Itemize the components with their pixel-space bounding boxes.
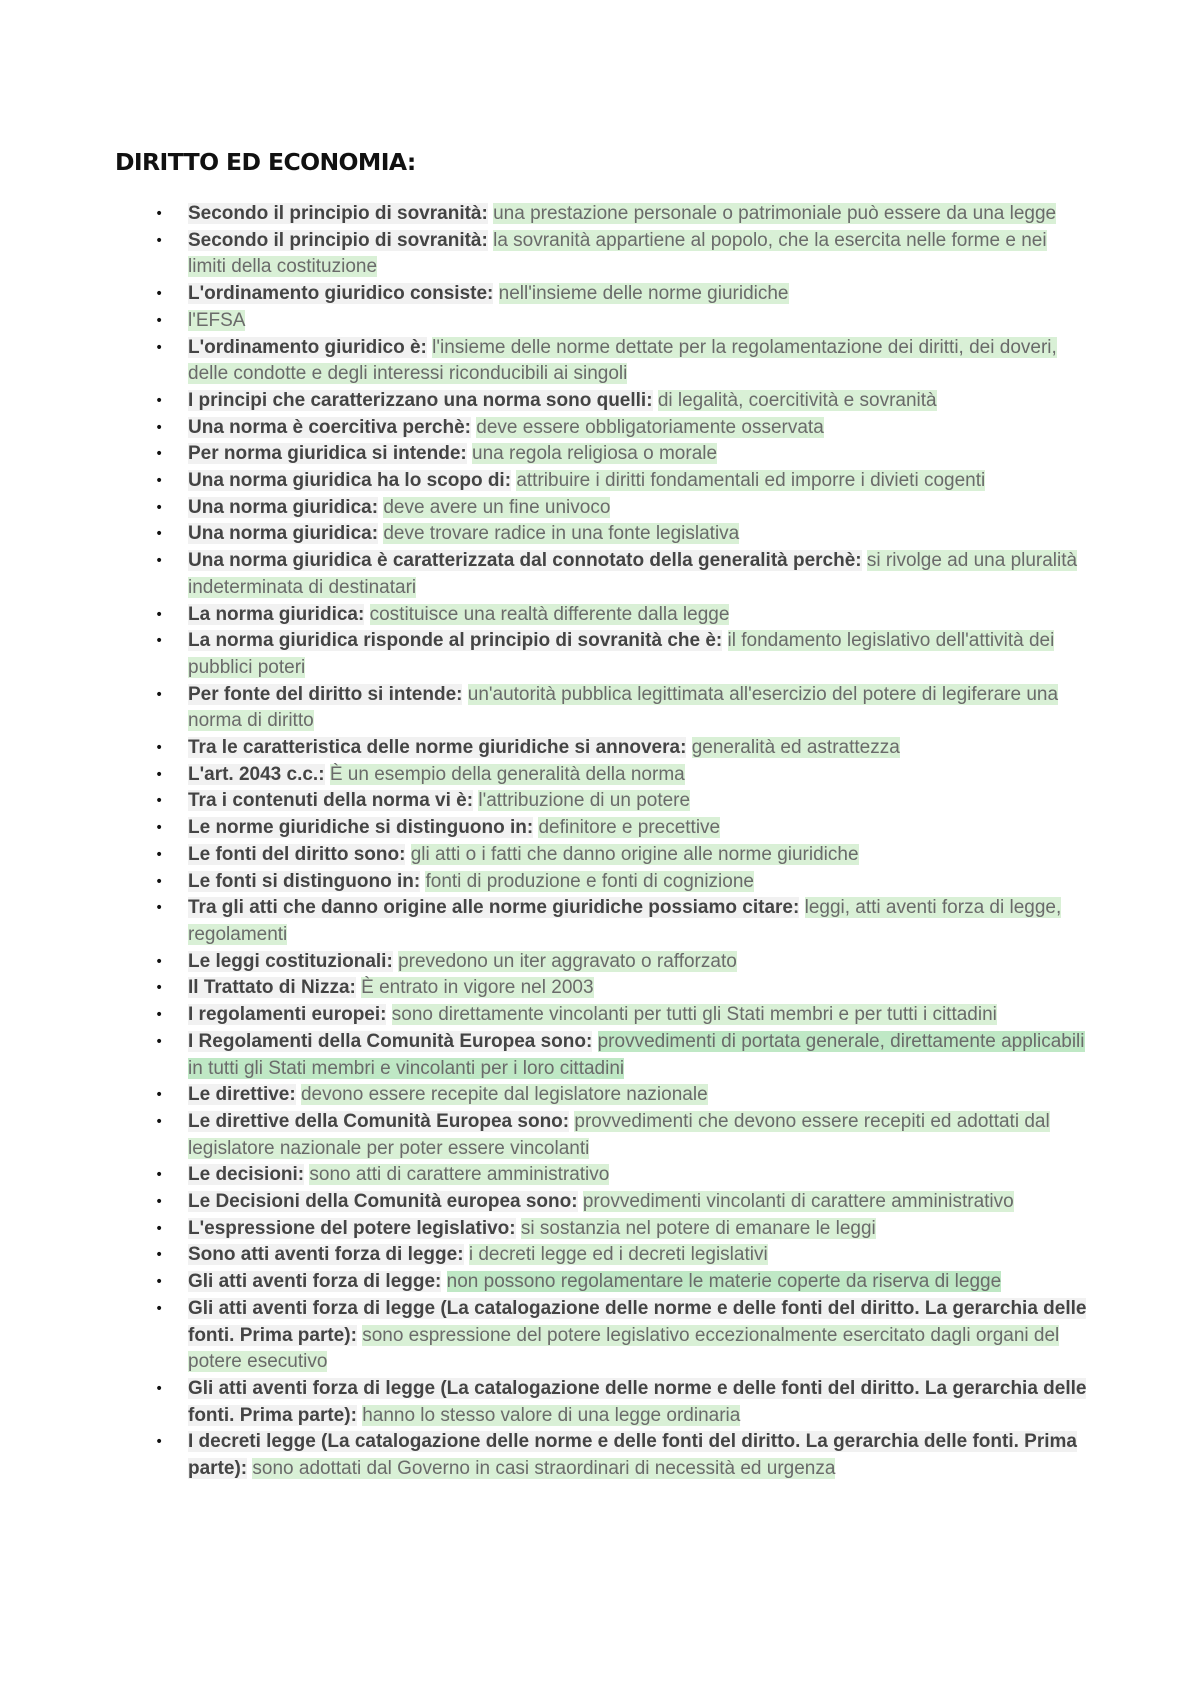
list-item xyxy=(155,682,1088,735)
question-text: Le fonti del diritto sono: xyxy=(188,843,406,865)
list-item xyxy=(155,842,1088,869)
answer-highlight: provvedimenti che devono essere recepiti ed adottati dal legislatore nazionale per poter essere vincolanti xyxy=(188,1110,1050,1159)
question-text: Gli atti aventi forza di legge (La catalogazione delle norme e delle fonti del diritto. La gerarchia delle fonti. Prima parte): xyxy=(188,1377,1087,1426)
answer-highlight: deve avere un fine univoco xyxy=(383,496,611,518)
list-item xyxy=(155,308,1088,335)
list-item xyxy=(155,735,1088,762)
bullet-icon: • xyxy=(155,553,164,570)
list-item xyxy=(155,1269,1088,1296)
bullet-icon: • xyxy=(155,339,164,356)
bullet-icon: • xyxy=(155,419,164,436)
bullet-icon: • xyxy=(155,820,164,837)
answer-highlight: leggi, atti aventi forza di legge, regolamenti xyxy=(188,897,1062,945)
list-item xyxy=(155,281,1088,308)
question-text: Secondo il principio di sovranità: xyxy=(188,229,488,251)
list-item xyxy=(155,762,1088,789)
question-text: Le leggi costituzionali: xyxy=(188,950,393,972)
list-item xyxy=(155,602,1088,629)
question-text: Tra gli atti che danno origine alle norme giuridiche possiamo citare: xyxy=(188,897,800,919)
bullet-icon: • xyxy=(155,686,164,703)
question-text: Gli atti aventi forza di legge: xyxy=(188,1271,442,1293)
answer-highlight: generalità ed astrattezza xyxy=(691,737,900,759)
bullet-icon: • xyxy=(155,1247,164,1264)
list-item xyxy=(155,1002,1088,1029)
question-text: La norma giuridica: xyxy=(188,603,365,625)
answer-highlight: nell'insieme delle norme giuridiche xyxy=(498,283,789,305)
answer-highlight: sono adottati dal Governo in casi straordinari di necessità ed urgenza xyxy=(252,1458,836,1480)
question-text: L'espressione del potere legislativo: xyxy=(188,1217,516,1239)
bullet-icon: • xyxy=(155,499,164,516)
answer-highlight: non possono regolamentare le materie coperte da riserva di legge xyxy=(446,1271,1002,1293)
answer-highlight: hanno lo stesso valore di una legge ordinaria xyxy=(362,1404,741,1426)
list-item xyxy=(155,1242,1088,1269)
bullet-icon: • xyxy=(155,1380,164,1397)
answer-highlight: sono espressione del potere legislativo eccezionalmente esercitato dagli organi del potere esecutivo xyxy=(188,1324,1060,1373)
bullet-icon: • xyxy=(155,740,164,757)
bullet-icon: • xyxy=(155,1033,164,1050)
list-item xyxy=(155,1162,1088,1189)
bullet-icon: • xyxy=(155,232,164,249)
question-text: Una norma giuridica è caratterizzata dal connotato della generalità perchè: xyxy=(188,550,862,572)
question-text: I principi che caratterizzano una norma sono quelli: xyxy=(188,389,653,411)
question-text: L'ordinamento giuridico consiste: xyxy=(188,283,494,305)
list-item xyxy=(155,388,1088,415)
bullet-icon: • xyxy=(155,1113,164,1130)
list-item xyxy=(155,441,1088,468)
answer-highlight: un'autorità pubblica legittimata all'esercizio del potere di legiferare una norma di diritto xyxy=(188,683,1059,732)
bullet-icon: • xyxy=(155,900,164,917)
question-text: L'ordinamento giuridico è: xyxy=(188,336,427,358)
answer-highlight: costituisce una realtà differente dalla legge xyxy=(369,603,730,625)
list-item xyxy=(155,1082,1088,1109)
list-item xyxy=(155,1376,1088,1429)
bullet-icon: • xyxy=(155,873,164,890)
list-item xyxy=(155,1109,1088,1162)
question-text: Le fonti si distinguono in: xyxy=(188,870,421,892)
bullet-icon: • xyxy=(155,446,164,463)
list-item xyxy=(155,949,1088,976)
question-text: Le norme giuridiche si distinguono in: xyxy=(188,817,534,839)
question-text: Le decisioni: xyxy=(188,1164,305,1186)
qa-bullet-list xyxy=(155,201,1088,1483)
question-text: I regolamenti europei: xyxy=(188,1004,387,1026)
bullet-icon: • xyxy=(155,633,164,650)
bullet-icon: • xyxy=(155,793,164,810)
bullet-icon: • xyxy=(155,1434,164,1451)
bullet-icon: • xyxy=(155,980,164,997)
bullet-icon: • xyxy=(155,1087,164,1104)
answer-highlight: l'EFSA xyxy=(188,309,246,331)
list-item xyxy=(155,468,1088,495)
answer-highlight: fonti di produzione e fonti di cognizione xyxy=(425,870,754,892)
bullet-icon: • xyxy=(155,206,164,222)
list-item xyxy=(155,1189,1088,1216)
question-text: Le Decisioni della Comunità europea sono: xyxy=(188,1191,578,1213)
question-text: I Regolamenti della Comunità Europea sono: xyxy=(188,1030,593,1052)
bullet-icon: • xyxy=(155,1274,164,1291)
list-item xyxy=(155,869,1088,896)
question-text: Sono atti aventi forza di legge: xyxy=(188,1244,464,1266)
answer-highlight: definitore e precettive xyxy=(538,817,721,839)
answer-highlight: di legalità, coercitività e sovranità xyxy=(657,389,937,411)
list-item xyxy=(155,201,1088,228)
bullet-icon: • xyxy=(155,1220,164,1237)
bullet-icon: • xyxy=(155,1167,164,1184)
answer-highlight: deve essere obbligatoriamente osservata xyxy=(476,416,824,438)
list-item xyxy=(155,1216,1088,1243)
bullet-icon: • xyxy=(155,286,164,303)
list-item xyxy=(155,495,1088,522)
answer-highlight: i decreti legge ed i decreti legislativi xyxy=(468,1244,768,1266)
answer-highlight: l'insieme delle norme dettate per la regolamentazione dei diritti, dei doveri, delle condotte e degli interessi riconducibili ai singoli xyxy=(188,336,1057,385)
answer-highlight: si sostanzia nel potere di emanare le leggi xyxy=(520,1217,876,1239)
list-item xyxy=(155,975,1088,1002)
question-text: La norma giuridica risponde al principio di sovranità che è: xyxy=(188,630,723,652)
question-text: Tra le caratteristica delle norme giuridiche si annovera: xyxy=(188,737,687,759)
list-item xyxy=(155,788,1088,815)
list-item xyxy=(155,1029,1088,1082)
list-item xyxy=(155,548,1088,601)
bullet-icon: • xyxy=(155,526,164,543)
question-text: Per norma giuridica si intende: xyxy=(188,443,467,465)
bullet-icon: • xyxy=(155,953,164,970)
question-text: I decreti legge (La catalogazione delle norme e delle fonti del diritto. La gerarchia delle fonti. Prima parte): xyxy=(188,1431,1077,1480)
list-item xyxy=(155,1429,1088,1482)
bullet-icon: • xyxy=(155,392,164,409)
question-text: Le direttive: xyxy=(188,1084,296,1106)
question-text: Una norma giuridica: xyxy=(188,523,379,545)
bullet-icon: • xyxy=(155,473,164,490)
answer-highlight: sono direttamente vincolanti per tutti gli Stati membri e per tutti i cittadini xyxy=(391,1004,997,1026)
answer-highlight: una regola religiosa o morale xyxy=(472,443,718,465)
answer-highlight: si rivolge ad una pluralità indeterminata di destinatari xyxy=(188,550,1078,598)
answer-highlight: devono essere recepite dal legislatore nazionale xyxy=(300,1084,708,1106)
bullet-icon: • xyxy=(155,1007,164,1024)
bullet-icon: • xyxy=(155,606,164,623)
answer-highlight: deve trovare radice in una fonte legislativa xyxy=(383,523,740,545)
list-item xyxy=(155,895,1088,948)
bullet-icon: • xyxy=(155,766,164,783)
question-text: Per fonte del diritto si intende: xyxy=(188,683,463,705)
answer-highlight: provvedimenti di portata generale, direttamente applicabili in tutti gli Stati membri e vincolanti per i loro cittadini xyxy=(188,1030,1085,1079)
answer-highlight: una prestazione personale o patrimoniale può essere da una legge xyxy=(493,203,1057,224)
bullet-icon: • xyxy=(155,312,164,329)
answer-highlight: gli atti o i fatti che danno origine alle norme giuridiche xyxy=(410,843,859,865)
question-text: Le direttive della Comunità Europea sono: xyxy=(188,1110,570,1132)
list-item xyxy=(155,628,1088,681)
answer-highlight: attribuire i diritti fondamentali ed imporre i divieti cogenti xyxy=(516,470,986,492)
list-item xyxy=(155,415,1088,442)
question-text: Gli atti aventi forza di legge (La catalogazione delle norme e delle fonti del diritto. La gerarchia delle fonti. Prima parte): xyxy=(188,1297,1087,1346)
document-title: DIRITTO ED ECONOMIA: xyxy=(115,148,416,176)
list-item xyxy=(155,815,1088,842)
answer-highlight: prevedono un iter aggravato o rafforzato xyxy=(398,950,737,972)
question-text: Una norma giuridica: xyxy=(188,496,379,518)
answer-highlight: il fondamento legislativo dell'attività dei pubblici poteri xyxy=(188,630,1055,678)
answer-highlight: la sovranità appartiene al popolo, che la esercita nelle forme e nei limiti della costituzione xyxy=(188,229,1047,278)
bullet-icon: • xyxy=(155,846,164,863)
answer-highlight: provvedimenti vincolanti di carattere amministrativo xyxy=(582,1191,1014,1213)
list-item xyxy=(155,1296,1088,1376)
list-item xyxy=(155,335,1088,388)
question-text: L'art. 2043 c.c.: xyxy=(188,763,325,785)
question-text: Il Trattato di Nizza: xyxy=(188,977,356,999)
bullet-icon: • xyxy=(155,1194,164,1211)
bullet-icon: • xyxy=(155,1300,164,1317)
answer-highlight: sono atti di carattere amministrativo xyxy=(309,1164,610,1186)
question-text: Una norma è coercitiva perchè: xyxy=(188,416,471,438)
list-item xyxy=(155,228,1088,281)
question-text: Secondo il principio di sovranità: xyxy=(188,203,488,224)
answer-highlight: l'attribuzione di un potere xyxy=(478,790,691,812)
answer-highlight: È entrato in vigore nel 2003 xyxy=(361,977,594,999)
list-item xyxy=(155,521,1088,548)
question-text: Tra i contenuti della norma vi è: xyxy=(188,790,474,812)
answer-highlight: È un esempio della generalità della norma xyxy=(329,763,685,785)
question-text: Una norma giuridica ha lo scopo di: xyxy=(188,470,512,492)
